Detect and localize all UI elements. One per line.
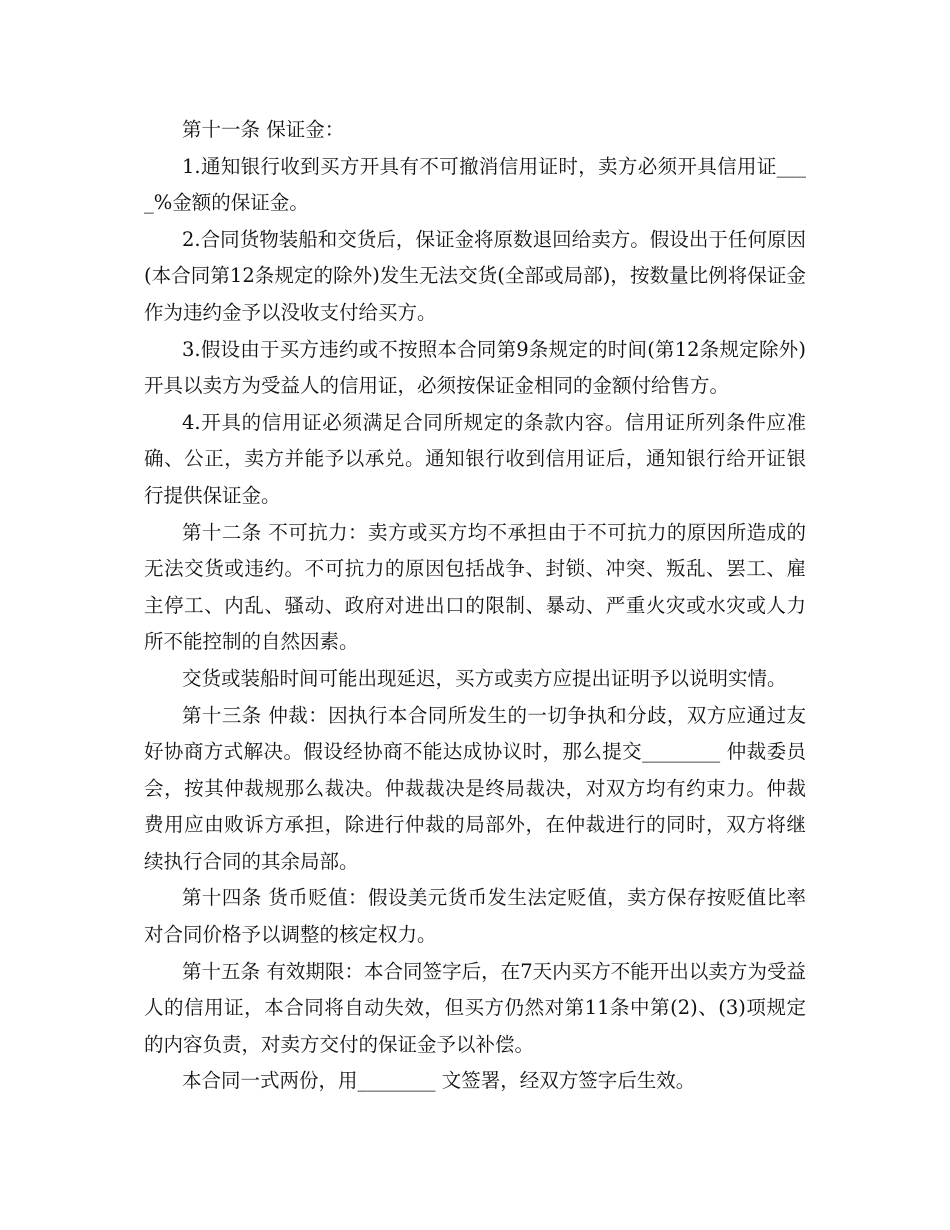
clause-11-item-4: 4.开具的信用证必须满足合同所规定的条款内容。信用证所列条件应准确、公正，卖方并能予以承兑。通知银行收到信用证后，通知银行给开证银行提供保证金。 [144,410,806,507]
clause-14-devaluation: 第十四条 货币贬值：假设美元货币发生法定贬值，卖方保存按贬值比率对合同价格予以调整的核定权力。 [144,886,806,947]
clause-12-delay-note: 交货或装船时间可能出现延迟，买方或卖方应提出证明予以说明实情。 [182,666,787,690]
clause-11-heading: 第十一条 保证金： [182,118,345,141]
clause-12-force-majeure: 第十二条 不可抗力：卖方或买方均不承担由于不可抗力的原因所造成的无法交货或违约。不可抗力的原因包括战争、封锁、冲突、叛乱、罢工、雇主停工、内乱、骚动、政府对进出口的限制、暴动、严重火灾或水灾或人力所不能控制的自然因素。 [144,520,806,654]
clause-11-item-1: 1.通知银行收到买方开具有不可撤消信用证时，卖方必须开具信用证____%金额的保证金。 [144,154,806,215]
clause-11-item-2: 2.合同货物装船和交货后，保证金将原数退回给卖方。假设出于任何原因(本合同第12条规定的除外)发生无法交货(全部或局部)，按数量比例将保证金作为违约金予以没收支付给买方。 [144,227,806,324]
clause-11-item-3: 3.假设由于买方违约或不按照本合同第9条规定的时间(第12条规定除外)开具以卖方为受益人的信用证，必须按保证金相同的金额付给售方。 [144,337,806,398]
clause-13-arbitration: 第十三条 仲裁：因执行本合同所发生的一切争执和分歧，双方应通过友好协商方式解决。假设经协商不能达成协议时，那么提交________ 仲裁委员会，按其仲裁规那么裁决。仲裁裁决是终局裁决，对双方均有约束力。仲裁费用应由败诉方承担，除进行仲裁的局部外，在仲裁进行的同时，双方将继续执行合同的其余局部。 [144,703,806,873]
document-body [144,112,806,1100]
clause-15-validity: 第十五条 有效期限：本合同签字后，在7天内买方不能开出以卖方为受益人的信用证，本合同将自动失效，但买方仍然对第11条中第(2)、(3)项规定的内容负责，对卖方交付的保证金予以补偿。 [144,959,806,1056]
closing-statement: 本合同一式两份，用________ 文签署，经双方签字后生效。 [182,1069,696,1093]
